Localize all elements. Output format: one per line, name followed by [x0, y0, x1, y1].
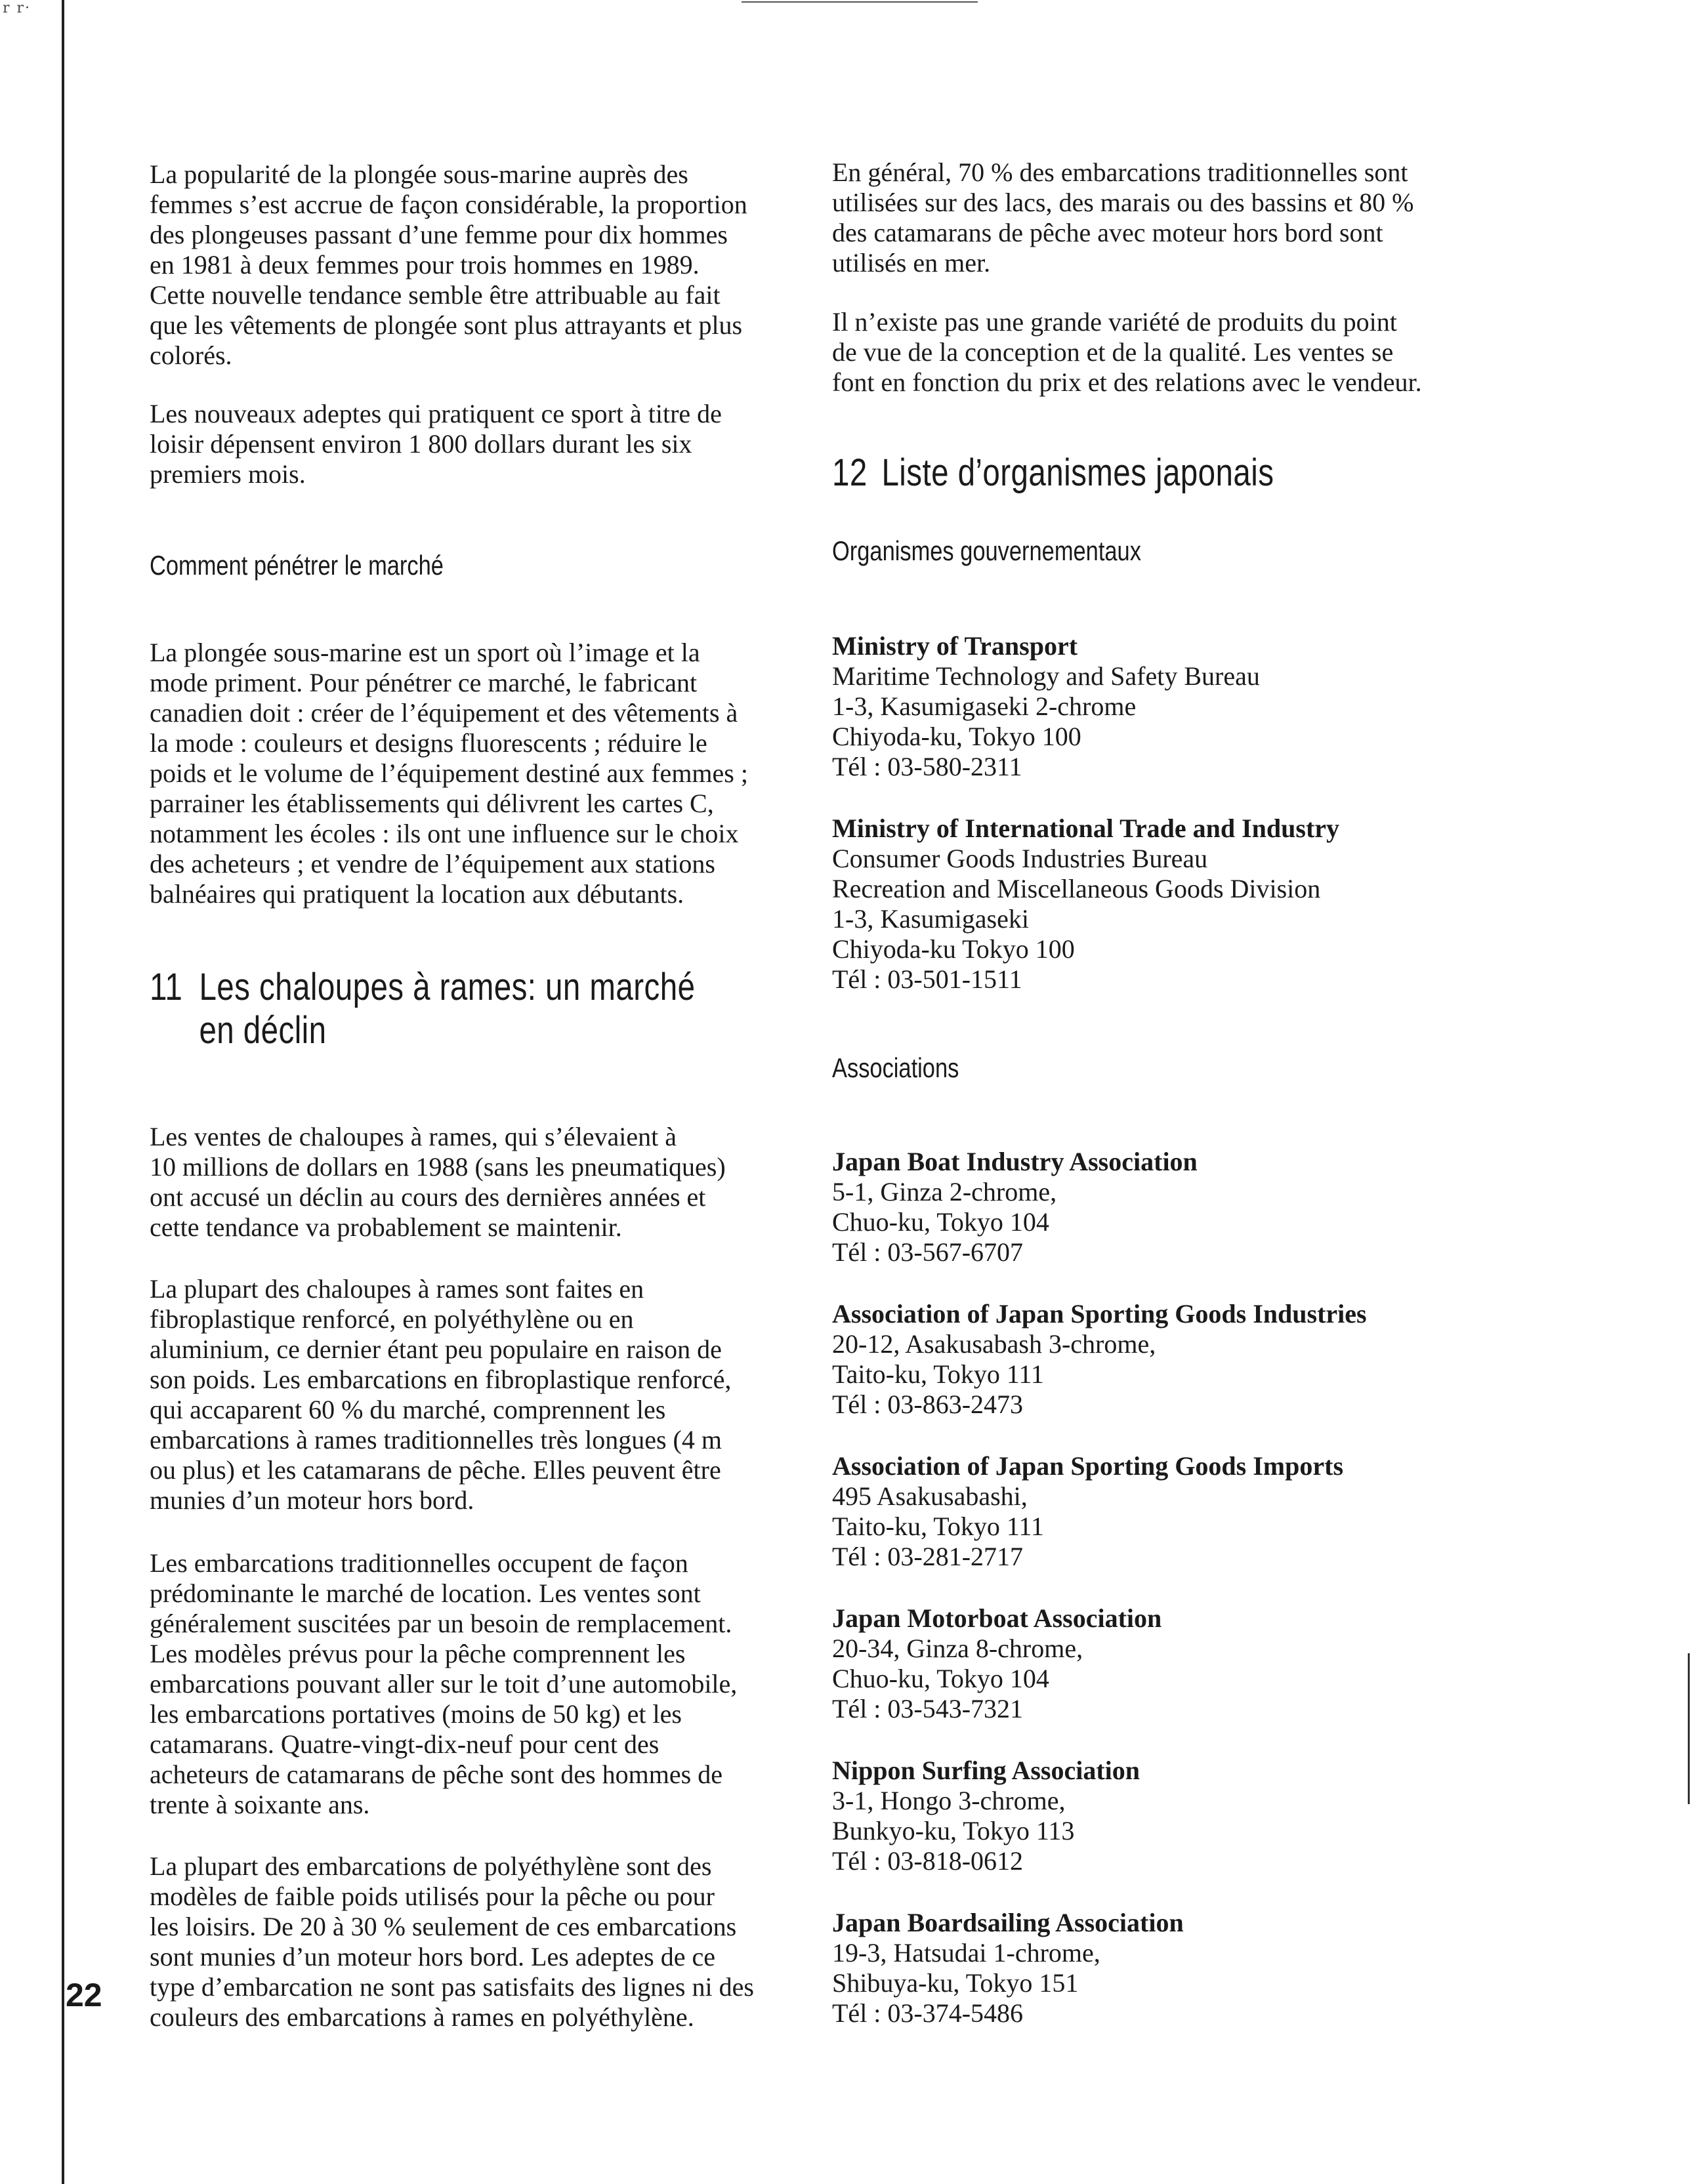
address-line: Tél : 03-863-2473 — [832, 1390, 1024, 1419]
text-line: son poids. Les embarcations en fibroplastique renforcé, — [150, 1365, 732, 1394]
subheading — [832, 1052, 1528, 1084]
margin-mark — [1688, 1653, 1690, 1804]
text-line: 10 millions de dollars en 1988 (sans les pneumatiques) — [150, 1152, 726, 1182]
address-line: 19-3, Hatsudai 1-chrome, — [832, 1938, 1100, 1968]
org-name: Japan Motorboat Association — [832, 1603, 1162, 1633]
paragraph — [150, 638, 812, 909]
address-line: Chiyoda-ku Tokyo 100 — [832, 934, 1075, 964]
paragraph — [150, 159, 812, 371]
address-line: Maritime Technology and Safety Bureau — [832, 661, 1260, 691]
address-line: 5-1, Ginza 2-chrome, — [832, 1177, 1057, 1206]
text-line: trente à soixante ans. — [150, 1790, 370, 1819]
org-name: Nippon Surfing Association — [832, 1756, 1140, 1785]
text-line: premiers mois. — [150, 459, 306, 489]
text-line: cette tendance va probablement se maintenir. — [150, 1212, 622, 1242]
address-line: Consumer Goods Industries Bureau — [832, 844, 1208, 873]
text-line: Il n’existe pas une grande variété de produits du point — [832, 307, 1397, 337]
section-title-line: Liste d’organismes japonais — [881, 451, 1274, 494]
text-line: Les modèles prévus pour la pêche comprennent les — [150, 1639, 686, 1668]
paragraph — [150, 1274, 812, 1515]
text-line: Cette nouvelle tendance semble être attribuable au fait — [150, 280, 721, 310]
text-line: font en fonction du prix et des relations avec le vendeur. — [832, 367, 1422, 397]
text-line: poids et le volume de l’équipement destiné aux femmes ; — [150, 758, 748, 788]
address-line: Taito-ku, Tokyo 111 — [832, 1512, 1044, 1541]
text-line: sont munies d’un moteur hors bord. Les adeptes de ce — [150, 1942, 716, 1971]
address-line: Recreation and Miscellaneous Goods Division — [832, 874, 1321, 903]
address-line: 20-12, Asakusabash 3-chrome, — [832, 1329, 1156, 1359]
text-line: femmes s’est accrue de façon considérable, la proportion — [150, 190, 747, 219]
text-line: ont accusé un déclin au cours des dernières années et — [150, 1182, 706, 1212]
top-divider — [742, 1, 978, 3]
text-line: Les ventes de chaloupes à rames, qui s’élevaient à — [150, 1122, 677, 1151]
paragraph — [150, 399, 812, 489]
text-line: Les nouveaux adeptes qui pratiquent ce sport à titre de — [150, 399, 722, 428]
address-line: Tél : 03-567-6707 — [832, 1237, 1024, 1267]
text-line: modèles de faible poids utilisés pour la pêche ou pour — [150, 1882, 715, 1911]
text-line: de vue de la conception et de la qualité. Les ventes se — [832, 337, 1394, 367]
text-line: mode priment. Pour pénétrer ce marché, le fabricant — [150, 668, 698, 697]
text-line: En général, 70 % des embarcations traditionnelles sont — [832, 157, 1408, 187]
org-entry — [832, 1908, 1528, 2029]
text-line: des acheteurs ; et vendre de l’équipement aux stations — [150, 849, 715, 878]
address-line: 20-34, Ginza 8-chrome, — [832, 1634, 1083, 1663]
text-line: les loisirs. De 20 à 30 % seulement de ces embarcations — [150, 1912, 737, 1941]
paragraph — [832, 307, 1528, 398]
address-line: Tél : 03-818-0612 — [832, 1846, 1024, 1876]
text-line: La plupart des chaloupes à rames sont faites en — [150, 1274, 644, 1304]
address-line: 1-3, Kasumigaseki — [832, 904, 1029, 934]
subheading — [150, 550, 812, 581]
text-line: couleurs des embarcations à rames en polyéthylène. — [150, 2002, 694, 2032]
text-line: canadien doit : créer de l’équipement et des vêtements à — [150, 698, 738, 728]
org-name: Association of Japan Sporting Goods Imports — [832, 1451, 1344, 1481]
subheading-government: Organismes gouvernementaux — [832, 535, 1141, 566]
paragraph — [150, 1548, 812, 1820]
address-line: Tél : 03-543-7321 — [832, 1694, 1024, 1723]
org-entry — [832, 814, 1528, 995]
text-line: des plongeuses passant d’une femme pour dix hommes — [150, 220, 728, 249]
text-line: la mode : couleurs et designs fluorescents ; réduire le — [150, 728, 707, 758]
text-line: La plupart des embarcations de polyéthylène sont des — [150, 1851, 712, 1881]
org-entry — [832, 1603, 1528, 1724]
text-line: aluminium, ce dernier étant peu populaire en raison de — [150, 1334, 722, 1364]
section-title-line: en déclin — [199, 1009, 327, 1052]
text-line: embarcations pouvant aller sur le toit d’une automobile, — [150, 1669, 738, 1699]
text-line: type d’embarcation ne sont pas satisfaits des lignes ni des — [150, 1972, 754, 2002]
section-heading-11 — [150, 966, 812, 1052]
text-line: qui accaparent 60 % du marché, comprennent les — [150, 1395, 666, 1424]
address-line: 1-3, Kasumigaseki 2-chrome — [832, 691, 1137, 721]
org-name: Ministry of Transport — [832, 631, 1078, 661]
corner-mark: r r· — [3, 0, 31, 16]
text-line: en 1981 à deux femmes pour trois hommes en 1989. — [150, 250, 700, 279]
address-line: Shibuya-ku, Tokyo 151 — [832, 1968, 1079, 1998]
address-line: Chiyoda-ku, Tokyo 100 — [832, 722, 1081, 751]
text-line: embarcations à rames traditionnelles très longues (4 m — [150, 1425, 722, 1454]
section-heading-12 — [832, 451, 1528, 495]
paragraph — [150, 1851, 812, 2032]
org-entry — [832, 1756, 1528, 1876]
text-line: que les vêtements de plongée sont plus attrayants et plus — [150, 310, 743, 340]
text-line: catamarans. Quatre-vingt-dix-neuf pour cent des — [150, 1729, 659, 1759]
text-line: colorés. — [150, 340, 232, 370]
text-line: loisir dépensent environ 1 800 dollars durant les six — [150, 429, 692, 459]
text-line: Les embarcations traditionnelles occupent de façon — [150, 1548, 688, 1578]
section-title-line: Les chaloupes à rames: un marché — [199, 966, 696, 1008]
address-line: Tél : 03-580-2311 — [832, 752, 1022, 781]
text-line: notamment les écoles : ils ont une influence sur le choix — [150, 819, 739, 848]
address-line: Tél : 03-281-2717 — [832, 1542, 1024, 1571]
address-line: Chuo-ku, Tokyo 104 — [832, 1664, 1049, 1693]
subheading-market-entry: Comment pénétrer le marché — [150, 550, 444, 581]
address-line: Taito-ku, Tokyo 111 — [832, 1359, 1044, 1389]
address-line: 3-1, Hongo 3-chrome, — [832, 1786, 1066, 1815]
text-line: La popularité de la plongée sous-marine auprès des — [150, 159, 688, 189]
text-line: utilisés en mer. — [832, 248, 991, 278]
paragraph — [150, 1122, 812, 1243]
text-line: La plongée sous-marine est un sport où l’image et la — [150, 638, 700, 667]
page-number: 22 — [66, 1977, 102, 2013]
text-line: balnéaires qui pratiquent la location aux débutants. — [150, 879, 684, 909]
text-line: acheteurs de catamarans de pêche sont des hommes de — [150, 1760, 722, 1789]
address-line: Bunkyo-ku, Tokyo 113 — [832, 1816, 1075, 1845]
address-line: Tél : 03-501-1511 — [832, 964, 1022, 994]
org-name: Association of Japan Sporting Goods Industries — [832, 1299, 1367, 1329]
text-line: fibroplastique renforcé, en polyéthylène ou en — [150, 1304, 634, 1334]
address-line: 495 Asakusabashi, — [832, 1481, 1028, 1511]
org-name: Japan Boardsailing Association — [832, 1908, 1184, 1937]
text-line: généralement suscitées par un besoin de remplacement. — [150, 1609, 732, 1638]
text-line: les embarcations portatives (moins de 50 kg) et les — [150, 1699, 682, 1729]
address-line: Chuo-ku, Tokyo 104 — [832, 1207, 1049, 1237]
org-entry — [832, 1299, 1528, 1420]
subheading-associations: Associations — [832, 1052, 959, 1083]
org-entry — [832, 1147, 1528, 1267]
org-entry — [832, 631, 1528, 782]
text-line: munies d’un moteur hors bord. — [150, 1485, 474, 1515]
section-number: 12 — [832, 451, 868, 494]
text-line: prédominante le marché de location. Les ventes sont — [150, 1578, 701, 1608]
org-entry — [832, 1451, 1528, 1572]
binding-rule — [62, 0, 64, 2184]
org-name: Japan Boat Industry Association — [832, 1147, 1198, 1176]
text-line: parrainer les établissements qui délivrent les cartes C, — [150, 789, 714, 818]
org-name: Ministry of International Trade and Industry — [832, 814, 1340, 843]
section-number: 11 — [150, 966, 183, 1008]
address-line: Tél : 03-374-5486 — [832, 1998, 1024, 2028]
subheading — [832, 535, 1528, 567]
text-line: des catamarans de pêche avec moteur hors bord sont — [832, 218, 1383, 247]
text-line: ou plus) et les catamarans de pêche. Elles peuvent être — [150, 1455, 721, 1485]
text-line: utilisées sur des lacs, des marais ou des bassins et 80 % — [832, 188, 1414, 217]
paragraph — [832, 157, 1528, 278]
